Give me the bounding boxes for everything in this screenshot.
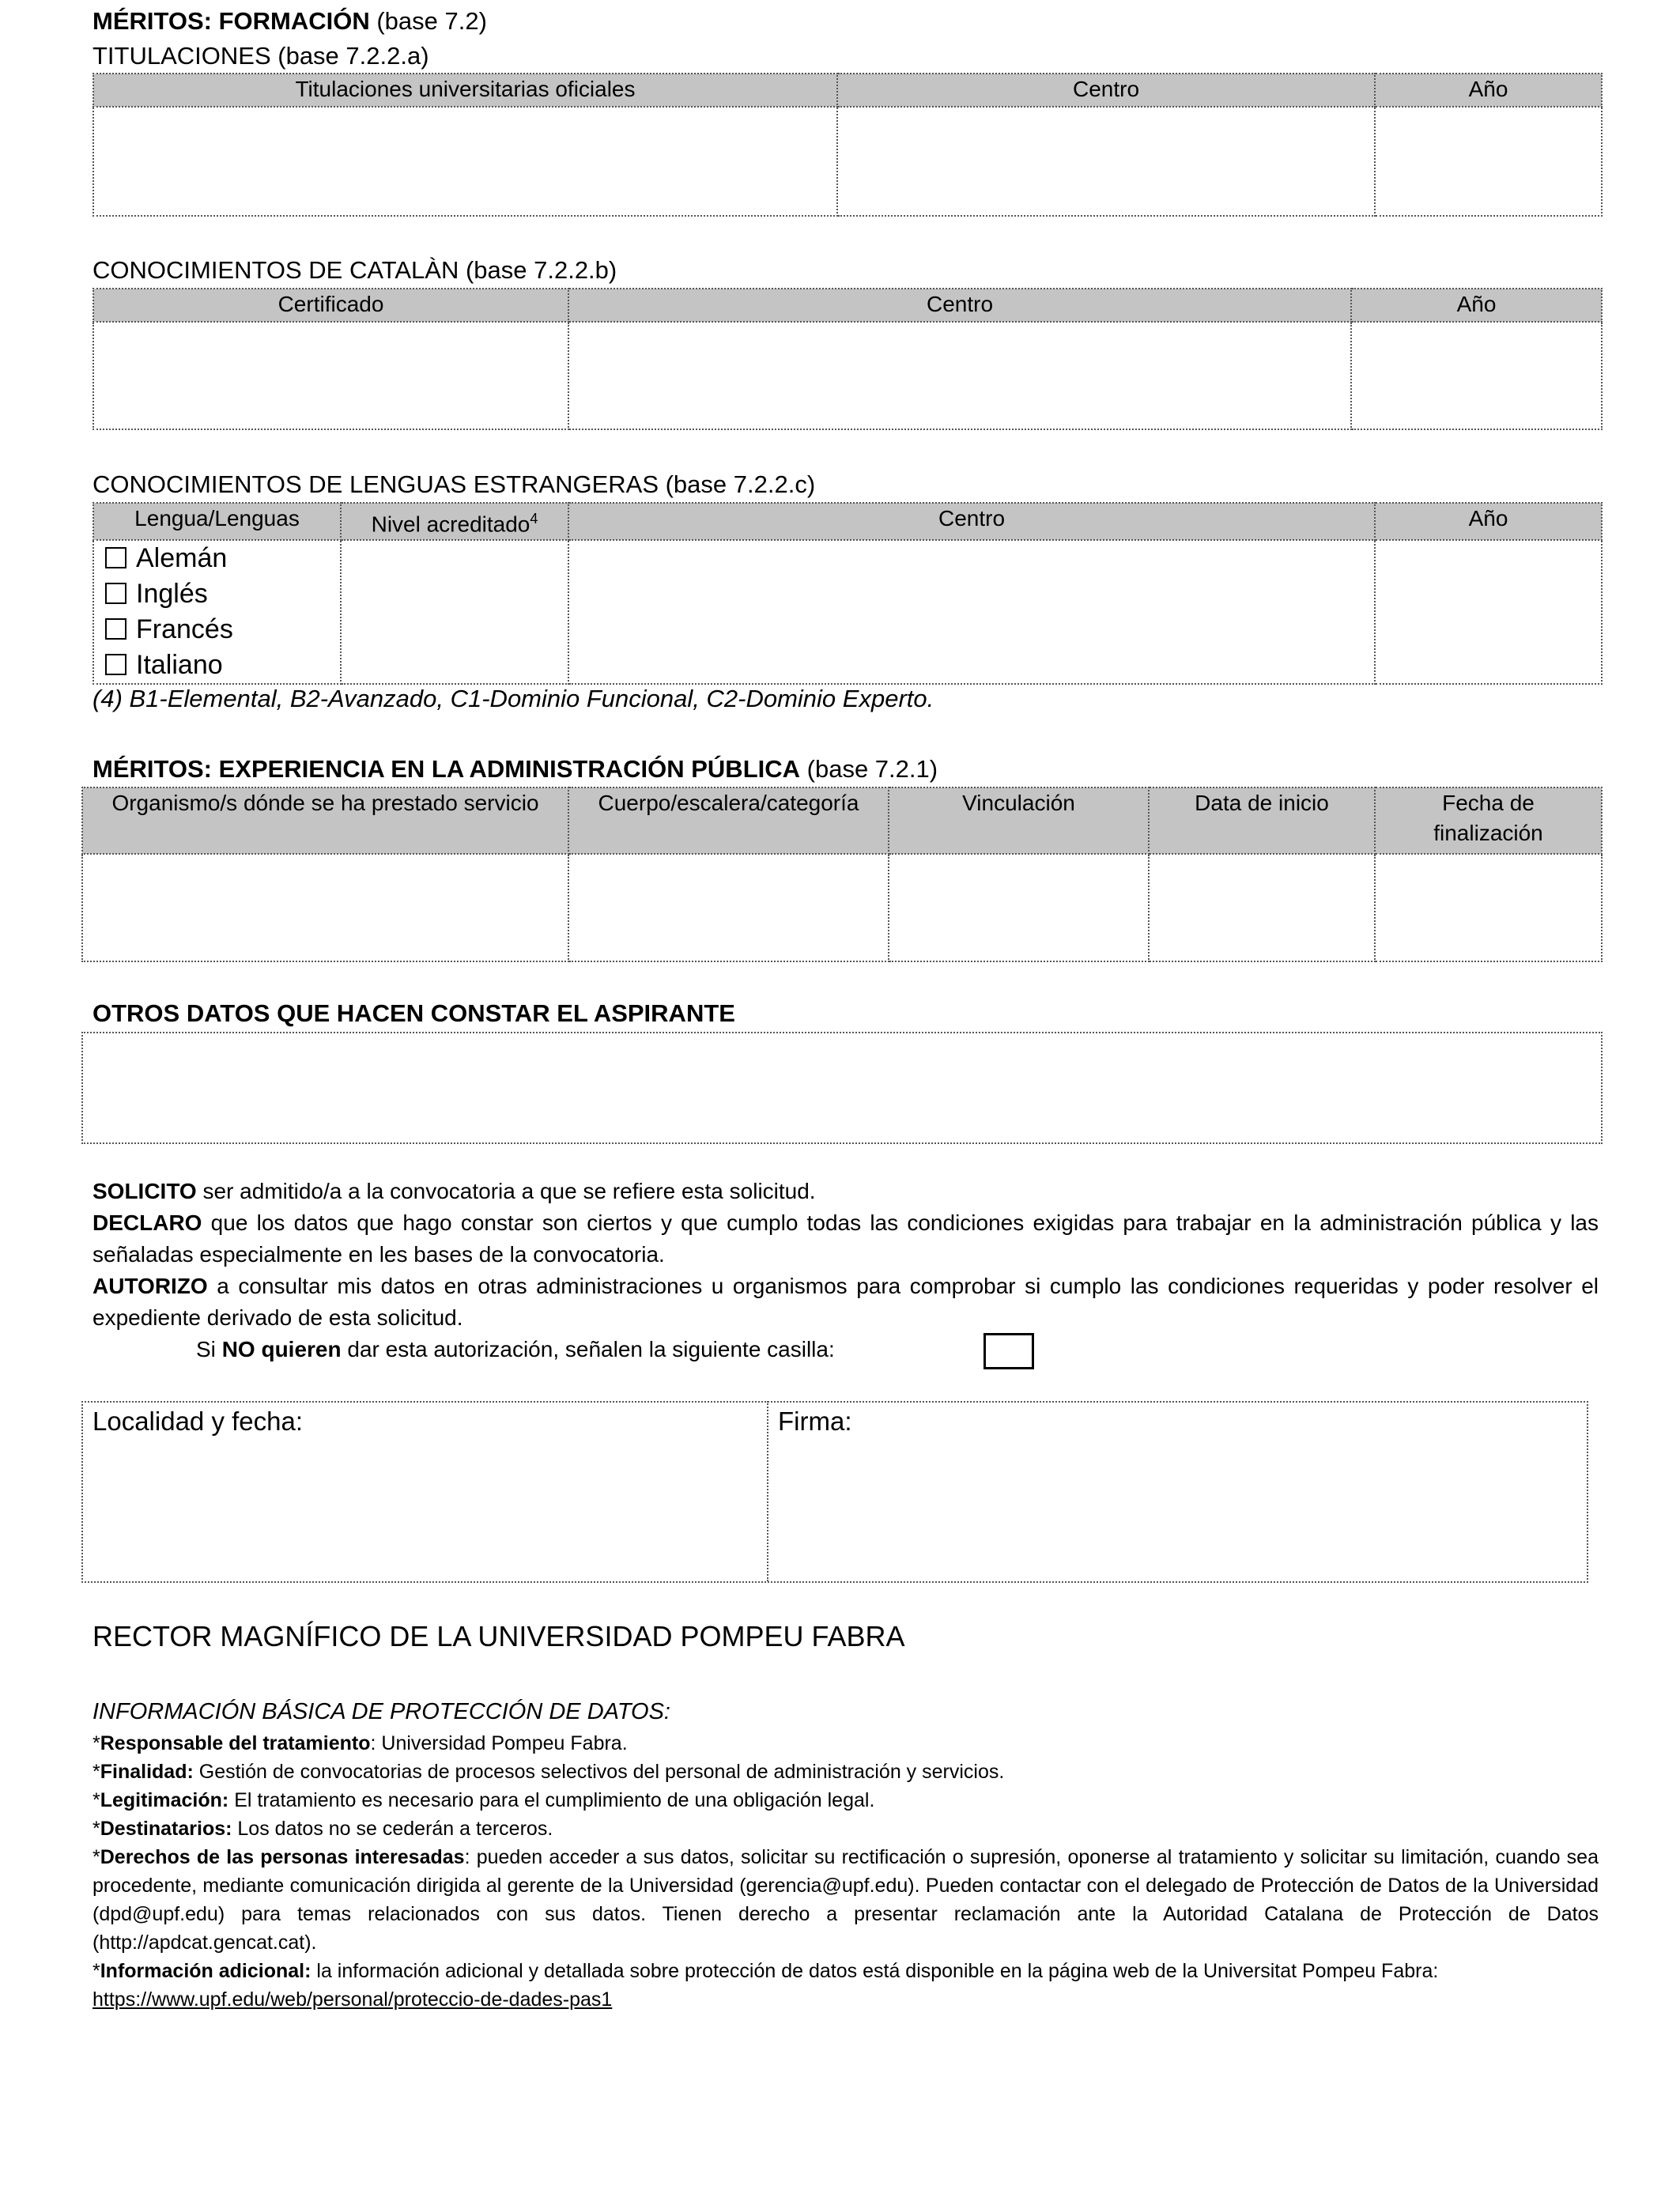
lenguas-header-nivel [341,503,568,540]
solicito-text: ser admitido/a a la convocatoria a que se refiere esta solicitud. [196,1179,816,1203]
titulaciones-table [92,73,1603,217]
catalan-header-certificado: Certificado [93,289,568,322]
proteccion-datos-link[interactable]: https://www.upf.edu/web/personal/proteccio-de-dades-pas1 [92,1988,613,2011]
experiencia-header-finalizacion: Fecha de finalización [1375,787,1602,854]
lenguas-header-nivel-label: Nivel acreditado [371,512,530,537]
info-item-text: Gestión de convocatorias de procesos selectivos del personal de administración y servicios. [198,1761,1005,1783]
catalan-table [92,288,1603,430]
localidad-fecha-label: Localidad y fecha: [92,1407,304,1436]
info-item-prefix: * [92,1818,100,1840]
titulaciones-header-titulacion: Titulaciones universitarias oficiales [93,74,837,107]
info-item-label: Responsable del tratamiento [100,1732,371,1754]
info-item-prefix: * [92,1761,100,1783]
info-item-adicional [92,1957,1599,1985]
info-item-prefix: * [92,1732,100,1754]
autorizo-bold: AUTORIZO [92,1274,208,1298]
proteccion-datos-block [92,1696,1599,2014]
info-item-sep: : [464,1846,477,1868]
firma-label: Firma: [778,1407,852,1436]
lenguas-cell-ano[interactable] [1375,540,1602,684]
no-autorizo-post: dar esta autorización, señalen la siguiente casilla: [341,1337,835,1361]
lenguas-heading: CONOCIMIENTOS DE LENGUAS ESTRANGERAS (base 7.2.2.c) [92,470,816,498]
localidad-fecha-field[interactable] [83,1403,766,1580]
catalan-cell-certificado[interactable] [93,322,568,429]
otros-heading: OTROS DATOS QUE HACEN CONSTAR EL ASPIRANTE [92,999,735,1027]
info-item-text: Los datos no se cederán a terceros. [237,1818,553,1840]
experiencia-header-inicio: Data de inicio [1149,787,1375,854]
info-item-text: la información adicional y detallada sobre protección de datos está disponible en la página web de la Universitat Pompeu Fabra: [316,1960,1439,1982]
firma-divider [767,1401,768,1581]
ingles-checkbox[interactable] [105,583,126,604]
catalan-heading: CONOCIMIENTOS DE CATALÀN (base 7.2.2.b) [92,256,617,284]
experiencia-header-vinculacion: Vinculación [889,787,1149,854]
aleman-label: Alemán [136,543,228,574]
experiencia-cell-finalizacion[interactable] [1375,854,1602,961]
experiencia-header-cuerpo: Cuerpo/escalera/categoría [568,787,889,854]
info-item-text: El tratamiento es necesario para el cumplimiento de una obligación legal. [234,1789,875,1811]
formacion-heading-bold: MÉRITOS: FORMACIÓN [92,7,370,35]
lenguas-table [92,502,1603,685]
no-autorizo-line [196,1334,835,1365]
experiencia-heading-bold: MÉRITOS: EXPERIENCIA EN LA ADMINISTRACIÓN PÚBLICA [92,755,801,783]
titulaciones-header-ano: Año [1375,74,1602,107]
declaro-bold: DECLARO [92,1210,202,1235]
italiano-checkbox[interactable] [105,654,126,675]
info-item-prefix: * [92,1960,100,1982]
info-item-text: pueden acceder a sus datos, solicitar su rectificación o supresión, oponerse al tratamiento y solicitar su limitación, cuando sea procedente, mediante comunicación dirigida al gerente de la Universidad (gerencia@upf.edu). Pueden contactar con el delegado de Protección de Datos de la Universidad (dpd@upf.edu) para temas relacionados con sus datos. Tienen derecho a presentar reclamación ante la Autoridad Catalana de Protección de Datos (http://apdcat.gencat.cat). [92,1846,1599,1954]
lenguas-cell-lenguas [93,540,341,684]
experiencia-cell-organismo[interactable] [82,854,568,961]
lenguas-header-centro: Centro [568,503,1375,540]
info-item-derechos [92,1843,1599,1957]
frances-label: Francés [136,614,233,645]
experiencia-heading [92,753,938,785]
declaracion-block [92,1176,1599,1334]
lenguas-footnote: (4) B1-Elemental, B2-Avanzado, C1-Dominio Funcional, C2-Dominio Experto. [92,685,934,712]
info-item-label: Derechos de las personas interesadas [100,1846,465,1868]
experiencia-table [81,787,1603,962]
lenguas-header-nivel-sup: 4 [530,511,538,527]
ingles-label: Inglés [136,579,208,610]
declaro-text: que los datos que hago constar son ciertos y que cumplo todas las condiciones exigidas para trabajar en la administración pública y las señaladas especialmente en les bases de la convocatoria. [92,1210,1599,1267]
titulaciones-cell-centro[interactable] [837,107,1375,216]
formacion-heading [92,6,487,37]
lenguas-cell-centro[interactable] [568,540,1375,684]
no-autorizo-bold: NO quieren [221,1337,342,1361]
info-link-paragraph [92,1985,1599,2014]
titulaciones-header-centro: Centro [837,74,1375,107]
aleman-checkbox[interactable] [105,547,126,568]
lenguas-header-lengua: Lengua/Lenguas [93,503,341,540]
catalan-header-ano: Año [1351,289,1602,322]
info-item-prefix: * [92,1846,100,1868]
lang-option-italiano[interactable] [94,648,340,683]
otros-datos-box[interactable] [81,1032,1603,1144]
lenguas-header-ano: Año [1375,503,1602,540]
lenguas-cell-nivel[interactable] [341,540,568,684]
solicito-paragraph [92,1176,1599,1207]
experiencia-cell-cuerpo[interactable] [568,854,889,961]
formacion-heading-rest: (base 7.2) [369,7,487,35]
info-item-finalidad [92,1758,1599,1786]
proteccion-title: INFORMACIÓN BÁSICA DE PROTECCIÓN DE DATOS: [92,1699,670,1724]
rector-heading: RECTOR MAGNÍFICO DE LA UNIVERSIDAD POMPEU FABRA [92,1620,905,1652]
frances-checkbox[interactable] [105,618,126,640]
declaro-paragraph [92,1207,1599,1271]
info-item-legitimacion [92,1786,1599,1814]
info-item-label: Legitimación: [100,1789,229,1811]
info-item-sep [194,1761,199,1783]
info-item-label: Información adicional: [100,1960,311,1982]
autorizo-text: a consultar mis datos en otras administraciones u organismos para comprobar si cumplo las condiciones requeridas y poder resolver el expediente derivado de esta solicitud. [92,1274,1599,1330]
info-item-text: Universidad Pompeu Fabra. [381,1732,628,1754]
titulaciones-heading: TITULACIONES (base 7.2.2.a) [92,42,429,70]
lang-option-ingles[interactable] [94,576,340,612]
info-item-sep: : [370,1732,382,1754]
info-item-prefix: * [92,1789,100,1811]
titulaciones-cell-titulacion[interactable] [93,107,837,216]
catalan-cell-ano[interactable] [1351,322,1602,429]
solicito-bold: SOLICITO [92,1179,197,1203]
firma-field[interactable] [769,1403,1584,1580]
experiencia-cell-vinculacion[interactable] [889,854,1149,961]
catalan-header-centro: Centro [568,289,1351,322]
lang-option-aleman[interactable] [94,541,340,576]
info-item-label: Destinatarios: [100,1818,232,1840]
experiencia-cell-inicio[interactable] [1149,854,1375,961]
catalan-cell-centro[interactable] [568,322,1351,429]
experiencia-heading-rest: (base 7.2.1) [800,755,938,783]
no-autorizo-checkbox[interactable] [983,1333,1034,1369]
info-item-label: Finalidad: [100,1761,194,1783]
info-item-responsable [92,1729,1599,1758]
titulaciones-cell-ano[interactable] [1375,107,1602,216]
no-autorizo-pre: Si [196,1337,222,1361]
experiencia-header-organismo: Organismo/s dónde se ha prestado servicio [82,787,568,854]
italiano-label: Italiano [136,650,223,681]
lang-option-frances[interactable] [94,612,340,648]
autorizo-paragraph [92,1271,1599,1334]
info-item-destinatarios [92,1814,1599,1843]
